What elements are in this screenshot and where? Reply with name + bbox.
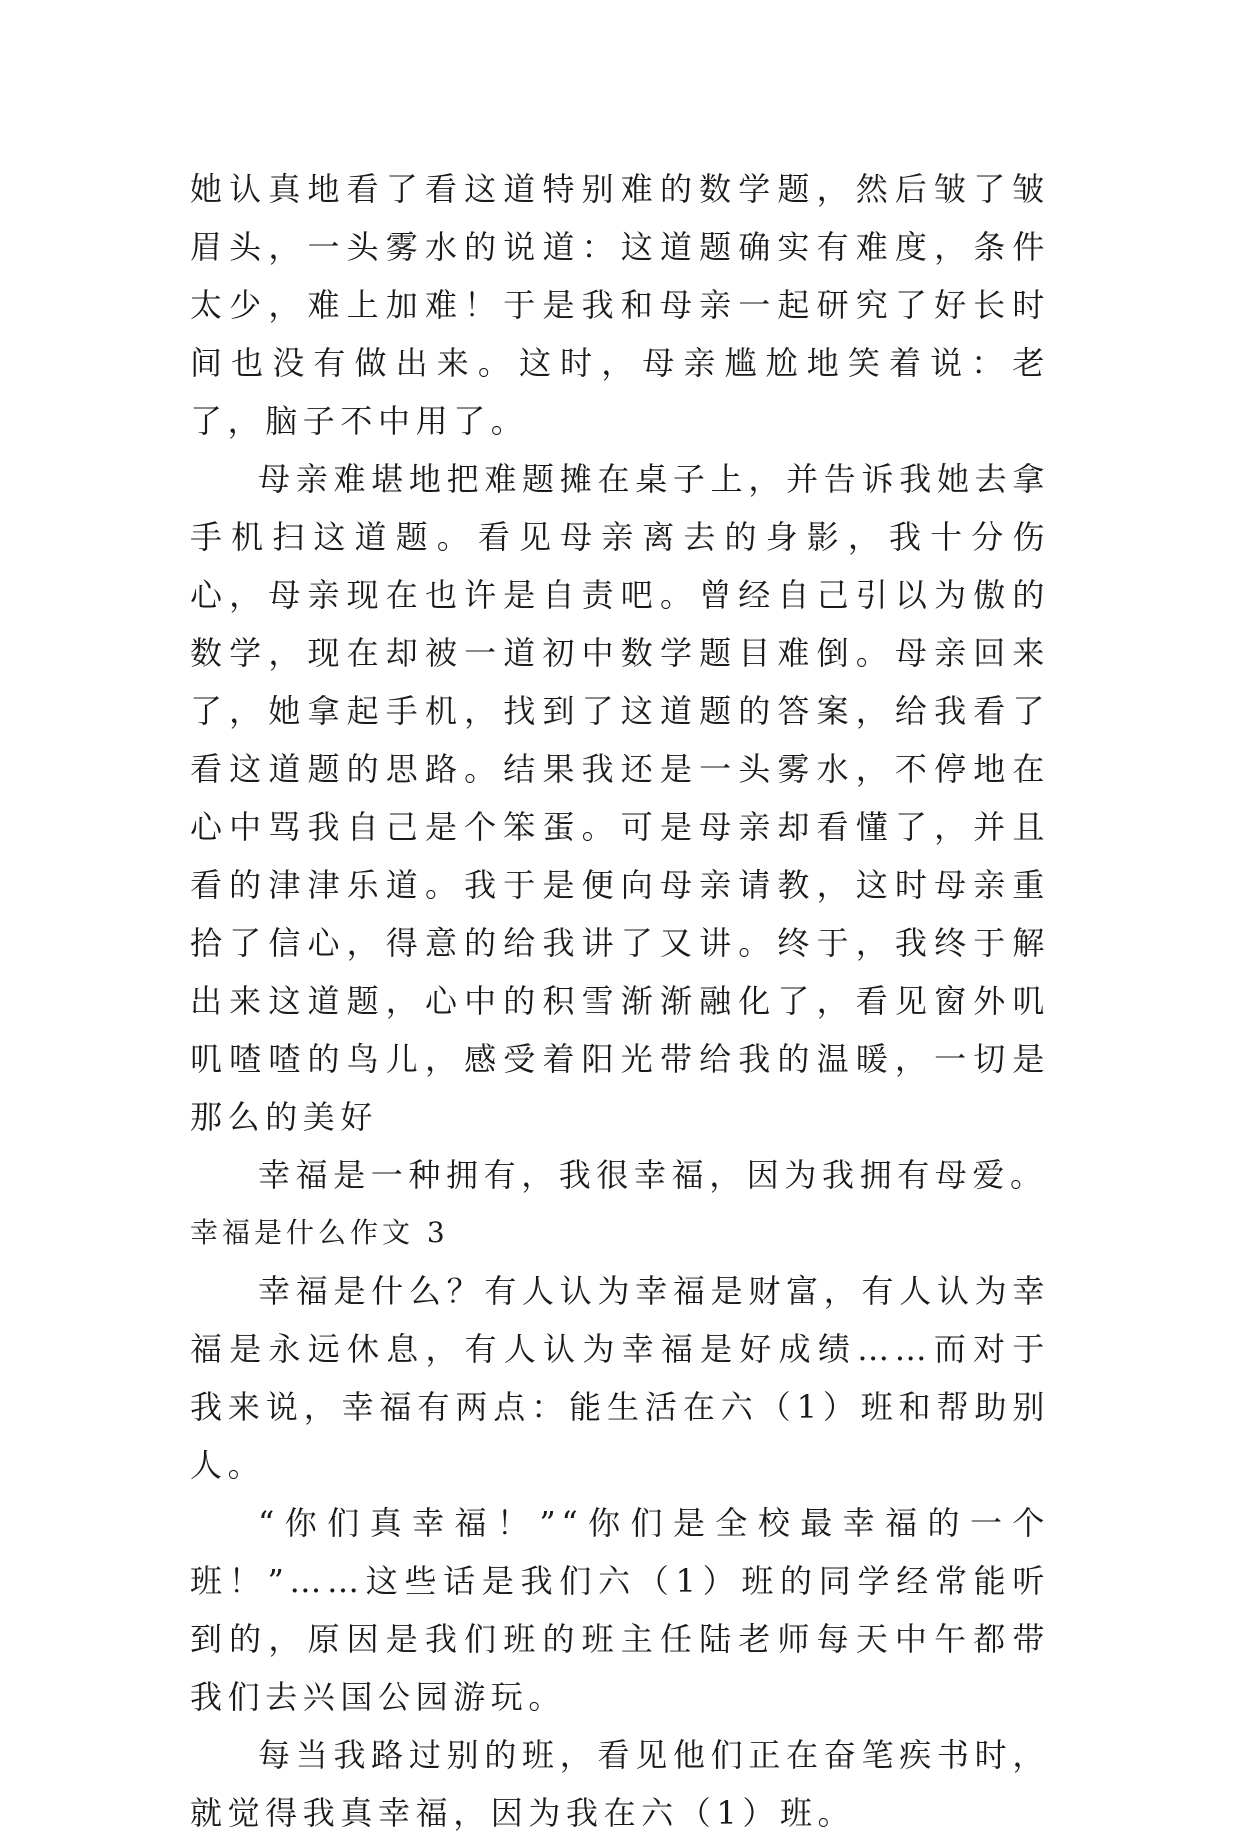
- paragraph-passing-classes: 每当我路过别的班，看见他们正在奋笔疾书时，就觉得我真幸福，因为我在六（1）班。: [190, 1736, 1050, 1832]
- paragraph-mother-reaction: 她认真地看了看这道特别难的数学题，然后皱了皱眉头，一头雾水的说道：这道题确实有难度，条件太少，难上加难！于是我和母亲一起研究了好长时间也没有做出来。这时，母亲尴尬地笑着说：老了，脑子不中用了。: [190, 170, 1050, 440]
- essay-heading: 幸福是什么作文 3: [190, 1216, 449, 1249]
- paragraph-mother-solves: 母亲难堪地把难题摊在桌子上，并告诉我她去拿手机扫这道题。看见母亲离去的身影，我十分伤心，母亲现在也许是自责吧。曾经自己引以为傲的数学，现在却被一道初中数学题目难倒。母亲回来了，她拿起手机，找到了这道题的答案，给我看了看这道题的思路。结果我还是一头雾水，不停地在心中骂我自己是个笨蛋。可是母亲却看懂了，并且看的津津乐道。我于是便向母亲请教，这时母亲重拾了信心，得意的给我讲了又讲。终于，我终于解出来这道题，心中的积雪渐渐融化了，看见窗外叽叽喳喳的鸟儿，感受着阳光带给我的温暖，一切是那么的美好: [190, 460, 1050, 1136]
- paragraph-what-is-happiness: 幸福是什么？有人认为幸福是财富，有人认为幸福是永远休息，有人认为幸福是好成绩……而对于我来说，幸福有两点：能生活在六（1）班和帮助别人。: [190, 1272, 1050, 1484]
- paragraph-class-praise: “你们真幸福！”“你们是全校最幸福的一个班！”……这些话是我们六（1）班的同学经常能听到的，原因是我们班的班主任陆老师每天中午都带我们去兴国公园游玩。: [190, 1504, 1050, 1716]
- document-body: [190, 160, 1050, 1842]
- paragraph-conclusion: 幸福是一种拥有，我很幸福，因为我拥有母爱。: [258, 1156, 1048, 1194]
